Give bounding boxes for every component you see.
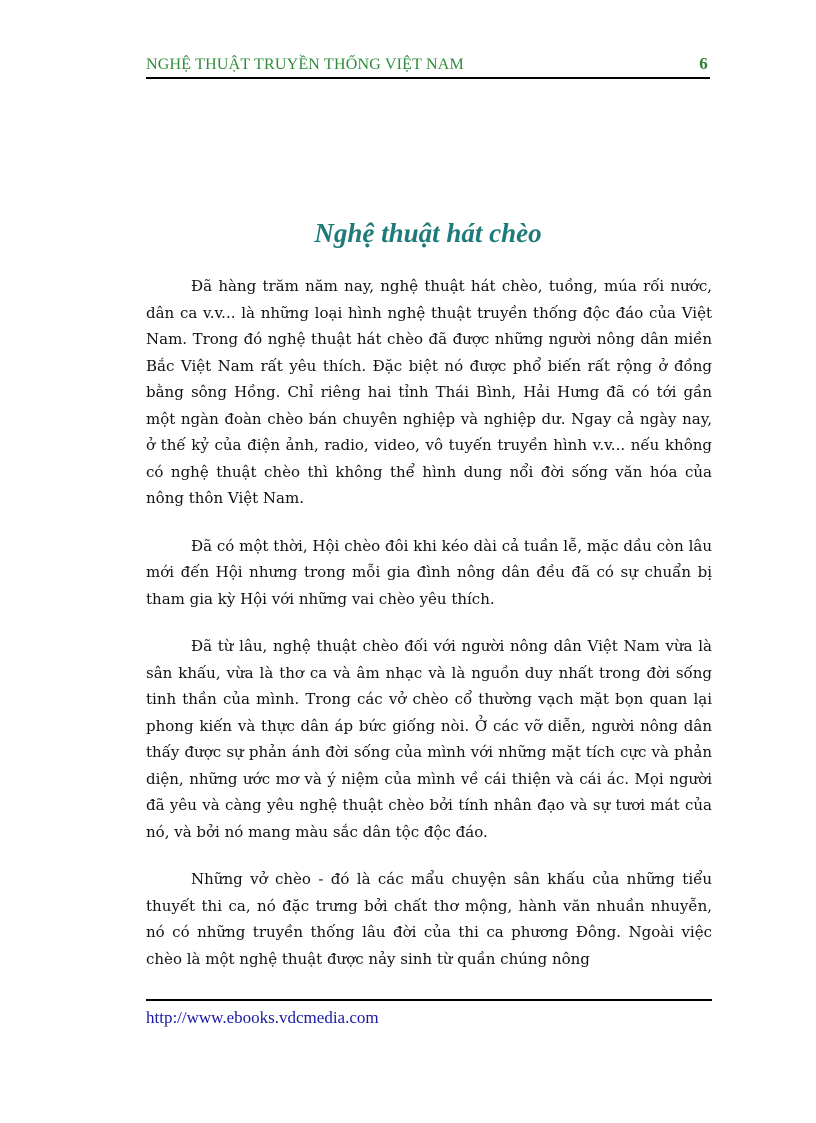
running-header: [146, 52, 710, 74]
running-header-title: NGHỆ THUẬT TRUYỀN THỐNG VIỆT NAM: [146, 56, 464, 73]
header-divider: [146, 77, 710, 79]
paragraph-2: Đã có một thời, Hội chèo đôi khi kéo dài cả tuần lễ, mặc dầu còn lâu mới đến Hội nhưng trong mỗi gia đình nông dân đều đã có sự chuẩn bị tham gia kỳ Hội với những vai chèo yêu thích.: [146, 536, 712, 608]
article-title: Nghệ thuật hát chèo: [314, 218, 542, 248]
paragraph-4: Những vở chèo - đó là các mẩu chuyện sân khấu của những tiểu thuyết thi ca, nó đặc trưng bởi chất thơ mộng, hành văn nhuần nhuyễn, nó có những truyền thống lâu đời của thi ca phương Đông. Ngoài việc chèo là một nghệ thuật được nảy sinh từ quần chúng nông: [146, 870, 712, 968]
paragraph-1: Đã hàng trăm năm nay, nghệ thuật hát chèo, tuồng, múa rối nước, dân ca v.v... là những loại hình nghệ thuật truyền thống độc đáo của Việt Nam. Trong đó nghệ thuật hát chèo đã được những người nông dân miền Bắc Việt Nam rất yêu thích. Đặc biệt nó được phổ biến rất rộng ở đồng bằng sông Hồng. Chỉ riêng hai tỉnh Thái Bình, Hải Hưng đã có tới gần một ngàn đoàn chèo bán chuyên nghiệp và nghiệp dư. Ngay cả ngày nay, ở thế kỷ của điện ảnh, radio, video, vô tuyến truyền hình v.v... nếu không có nghệ thuật chèo thì không thể hình dung nổi đời sống văn hóa của nông thôn Việt Nam.: [146, 277, 712, 507]
page-number: 6: [699, 54, 708, 73]
article-body: [146, 273, 712, 993]
footer-divider: [146, 999, 712, 1001]
footer-website-link[interactable]: http://www.ebooks.vdcmedia.com: [146, 1008, 379, 1027]
paragraph-3: Đã từ lâu, nghệ thuật chèo đối với người nông dân Việt Nam vừa là sân khấu, vừa là thơ ca và âm nhạc và là nguồn duy nhất trong đời sống tinh thần của mình. Trong các vở chèo cổ thường vạch mặt bọn quan lại phong kiến và thực dân áp bức giống nòi. Ở các vỡ diễn, người nông dân thấy được sự phản ánh đời sống của mình với những mặt tích cực và phản diện, những ước mơ và ý niệm của mình về cái thiện và cái ác. Mọi người đã yêu và càng yêu nghệ thuật chèo bởi tính nhân đạo và sự tươi mát của nó, và bởi nó mang màu sắc dân tộc độc đáo.: [146, 637, 712, 841]
